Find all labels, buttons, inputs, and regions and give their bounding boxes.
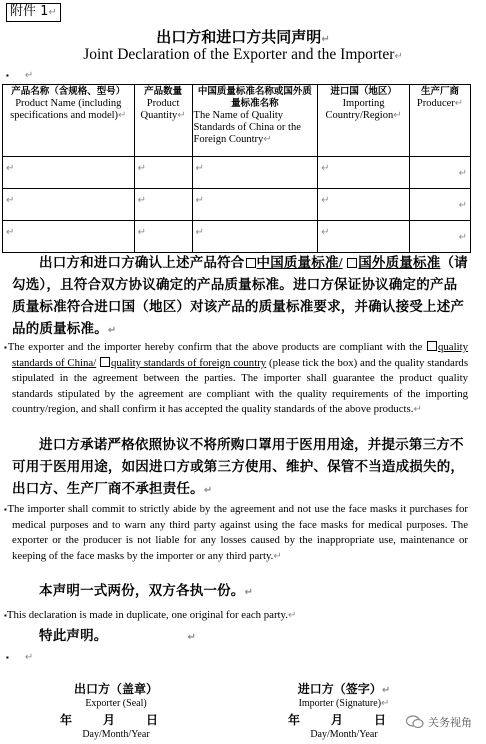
table-cell[interactable]: ↵ [134, 157, 192, 189]
watermark: 关务视角 [406, 714, 472, 730]
closing-statement: 特此声明。 ↵ [39, 628, 197, 643]
duplicate-paragraph-cn: 本声明一式两份，双方各执一份。↵ [39, 583, 254, 598]
importer-label-cn: 进口方（签字）↵ [297, 682, 391, 696]
table-cell[interactable]: ↵ [192, 189, 318, 221]
duplicate-paragraph-en: ▪This declaration is made in duplicate, one original for each party.↵ [4, 609, 297, 621]
importer-label-en: Importer (Signature)↵ [298, 698, 390, 709]
exporter-date-cn: 年 月 日 [59, 713, 172, 727]
declaration-table [2, 84, 471, 253]
exporter-label-en: Exporter (Seal) [85, 698, 147, 709]
importer-signature-block [284, 680, 404, 742]
exporter-label-cn: 出口方（盖章） [73, 682, 158, 696]
exporter-signature-block [56, 680, 176, 742]
confirmation-paragraph-cn: 出口方和进口方确认上述产品符合 中国质量标准/ 国外质量标准（请勾选），且符合双方协议确定的产品质量标准。进口方保证协议确定的产品质量标准符合进口国（地区）对该产品的质量标准要求，并确认接受上述产品的质量标准。↵ [12, 255, 468, 336]
bullet-mark: ▪ ↵ [6, 70, 34, 81]
table-cell[interactable]: ↵ [410, 157, 471, 189]
table-cell[interactable]: ↵ [192, 221, 318, 253]
table-cell[interactable]: ↵ [134, 221, 192, 253]
table-cell[interactable]: ↵ [410, 221, 471, 253]
table-cell[interactable]: ↵ [318, 157, 410, 189]
importer-date-en: Day/Month/Year [310, 729, 378, 740]
header-importing-country: 进口国（地区） Importing Country/Region↵ [318, 85, 410, 157]
table-cell[interactable]: ↵ [318, 221, 410, 253]
title-chinese: 出口方和进口方共同声明↵ [156, 30, 330, 46]
table-cell[interactable]: ↵ [3, 157, 135, 189]
checkbox-china-standard[interactable] [246, 258, 256, 268]
header-producer: 生产厂商 Producer↵ [410, 85, 471, 157]
header-quality-standard: 中国质量标准名称或国外质量标准名称 The Name of Quality Standards of China or the Foreign Country↵ [192, 85, 318, 157]
table-row [3, 221, 471, 253]
header-quantity: 产品数量 Product Quantity↵ [134, 85, 192, 157]
table-cell[interactable]: ↵ [3, 189, 135, 221]
commitment-paragraph-cn: 进口方承诺严格依照协议不将所购口罩用于医用用途，并提示第三方不可用于医用用途，如因进口方或第三方使用、维护、保管不当造成损失的，出口方、生产厂商不承担责任。↵ [12, 437, 465, 496]
table-cell[interactable]: ↵ [3, 221, 135, 253]
importer-date-cn: 年 月 日 [287, 713, 400, 727]
bullet-mark: ▪ ↵ [6, 652, 34, 663]
checkbox-foreign-standard-en[interactable] [100, 357, 110, 367]
exporter-date-en: Day/Month/Year [82, 729, 150, 740]
table-row [3, 189, 471, 221]
title-english: Joint Declaration of the Exporter and the Importer↵ [83, 46, 403, 63]
table-cell[interactable]: ↵ [134, 189, 192, 221]
confirmation-paragraph-en: ▪The exporter and the importer hereby confirm that the above products are compliant with the quality standards of China/ quality standards of foreign country (please tick the box) and the quality standards stipulated in the agreement between the parties. The importer shall guarantee the product quality standards stipulated by the agreement are compliant with the quality requirements of the importing country/region, and shall confirm it has accepted the quality standards of the above products.↵ [4, 341, 469, 416]
table-row [3, 157, 471, 189]
chat-bubble-icon [406, 715, 424, 729]
table-cell[interactable]: ↵ [410, 189, 471, 221]
annex-label: 附件 1↵ [6, 3, 61, 22]
table-cell[interactable]: ↵ [318, 189, 410, 221]
commitment-paragraph-en: ▪The importer shall commit to strictly abide by the agreement and not use the face masks it purchases for medical purposes and to warn any third party against using the face masks for medical purposes. The exporter or the producer is not liable for any losses caused by the inappropriate use, maintenance or keeping of the face masks by the importer or any third party.↵ [4, 503, 468, 562]
checkbox-foreign-standard[interactable] [347, 258, 357, 268]
table-header-row [3, 85, 471, 157]
checkbox-china-standard-en[interactable] [427, 341, 437, 351]
table-cell[interactable]: ↵ [192, 157, 318, 189]
header-product-name: 产品名称（含规格、型号） Product Name (including specifications and model)↵ [3, 85, 135, 157]
